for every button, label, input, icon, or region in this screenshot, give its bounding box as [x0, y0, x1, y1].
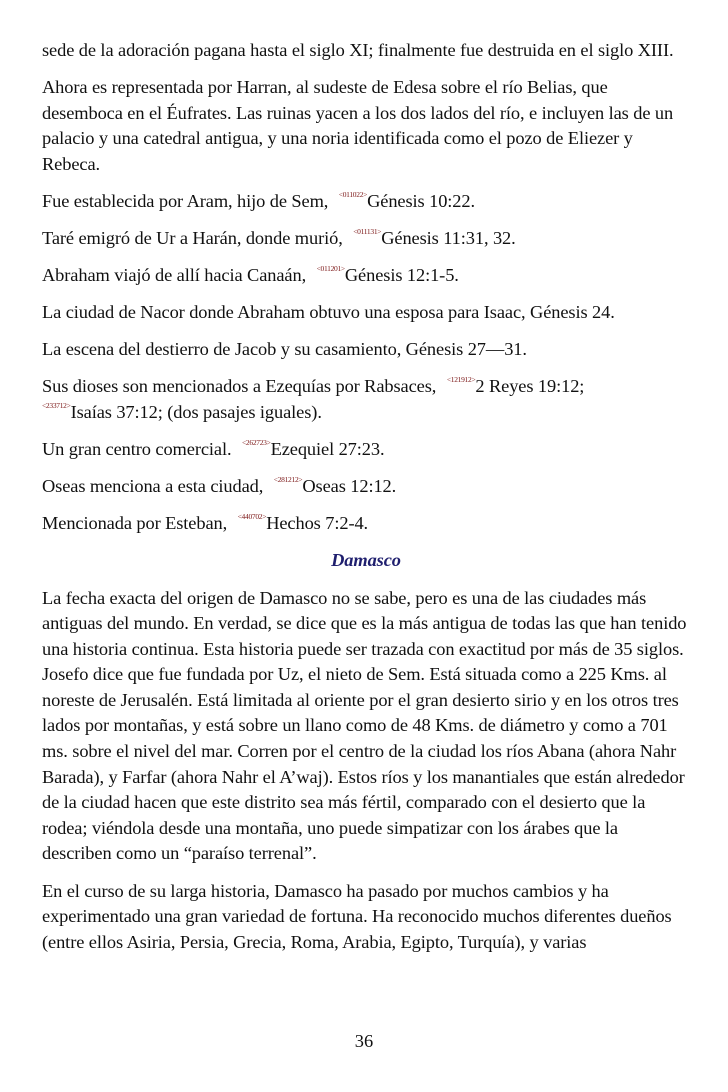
paragraph-sede: sede de la adoración pagana hasta el siglo XI; finalmente fue destruida en el siglo XIII.: [42, 40, 674, 60]
reference-line-tare: [42, 226, 690, 252]
paragraph-harran: Ahora es representada por Harran, al sudeste de Edesa sobre el río Belias, que desemboca en el Éufrates. Las ruinas yacen a los dos lados del río, e incluyen las de un palacio y una catedral antigua, y una noria identificada como el pozo de Eliezer y Rebeca.: [42, 77, 674, 174]
reference-line-jacob: La escena del destierro de Jacob y su casamiento, Génesis 27—31.: [42, 339, 527, 360]
reference-line-oseas: [42, 474, 690, 500]
reference-text: Abraham viajó de allí hacia Canaán,: [42, 265, 307, 286]
reference-text: Un gran centro comercial.: [42, 439, 232, 460]
reference-text: Sus dioses son mencionados a Ezequías por Rabsaces,: [42, 376, 437, 397]
scripture-citation: Ezequiel 27:23.: [270, 439, 385, 460]
reference-code: <440702>: [237, 512, 267, 522]
reference-code: <262723>: [242, 438, 271, 448]
reference-code: <011131>: [353, 227, 382, 237]
scripture-citation: Isaías 37:12; (dos pasajes iguales).: [70, 402, 322, 423]
scripture-citation: Oseas 12:12.: [302, 476, 397, 497]
scripture-citation: Génesis 11:31, 32.: [381, 228, 516, 249]
paragraph-damasco-origin: La fecha exacta del origen de Damasco no se sabe, pero es una de las ciudades más antiguas del mundo. En verdad, se dice que es la más antigua de todas las que han tenido una historia continua. Esta historia puede ser trazada con exactitud por más de 35 siglos. Josefo dice que fue fundada por Uz, el nieto de Sem. Está situada como a 225 Kms. al noreste de Jerusalén. Está limitada al oriente por el gran desierto sirio y en los otros tres lados por montañas, y está sobre un llano como de 48 Kms. de diámetro y como a 701 ms. sobre el nivel del mar. Corren por el centro de la ciudad los ríos Abana (ahora Nahr Barada), y Farfar (ahora Nahr el A’waj). Estos ríos y los manantiales que están alrededor de la ciudad hacen que este distrito sea más fértil, comparado con el desierto que la rodea; viéndola desde una montaña, uno puede simpatizar con los árabes que la describen como un “paraíso terrenal”.: [42, 587, 687, 864]
scripture-citation: Hechos 7:2-4.: [266, 513, 369, 534]
reference-code: <011022>: [338, 189, 368, 199]
document-page: [42, 38, 690, 967]
reference-text: Oseas menciona a esta ciudad,: [42, 476, 264, 497]
scripture-citation: Génesis 10:22.: [367, 190, 475, 211]
paragraph-damasco-history: En el curso de su larga historia, Damasco ha pasado por muchos cambios y ha experimentado una gran variedad de fortuna. Ha reconocido muchos diferentes dueños (entre ellos Asiria, Persia, Grecia, Roma, Arabia, Egipto, Turquía), y varias: [42, 880, 672, 952]
reference-line-comercial: [42, 437, 690, 463]
reference-text: Mencionada por Esteban,: [42, 513, 228, 534]
page-number: 36: [354, 1031, 374, 1051]
reference-line-aram: [42, 189, 690, 215]
reference-code: <011201>: [316, 264, 345, 274]
reference-code: <281212>: [273, 475, 303, 485]
reference-code: <233712>: [42, 401, 71, 411]
reference-line-nacor: La ciudad de Nacor donde Abraham obtuvo una esposa para Isaac, Génesis 24.: [42, 302, 615, 323]
reference-line-rabsaces: [42, 374, 690, 425]
section-title: Damasco: [331, 550, 401, 571]
scripture-citation: Génesis 12:1-5.: [344, 265, 459, 286]
scripture-citation: 2 Reyes 19:12;: [475, 376, 585, 397]
reference-text: Fue establecida por Aram, hijo de Sem,: [42, 190, 329, 211]
reference-line-esteban: [42, 511, 690, 537]
reference-text: Taré emigró de Ur a Harán, donde murió,: [42, 228, 343, 249]
reference-code: <121912>: [446, 375, 476, 385]
reference-line-abraham: [42, 263, 690, 289]
